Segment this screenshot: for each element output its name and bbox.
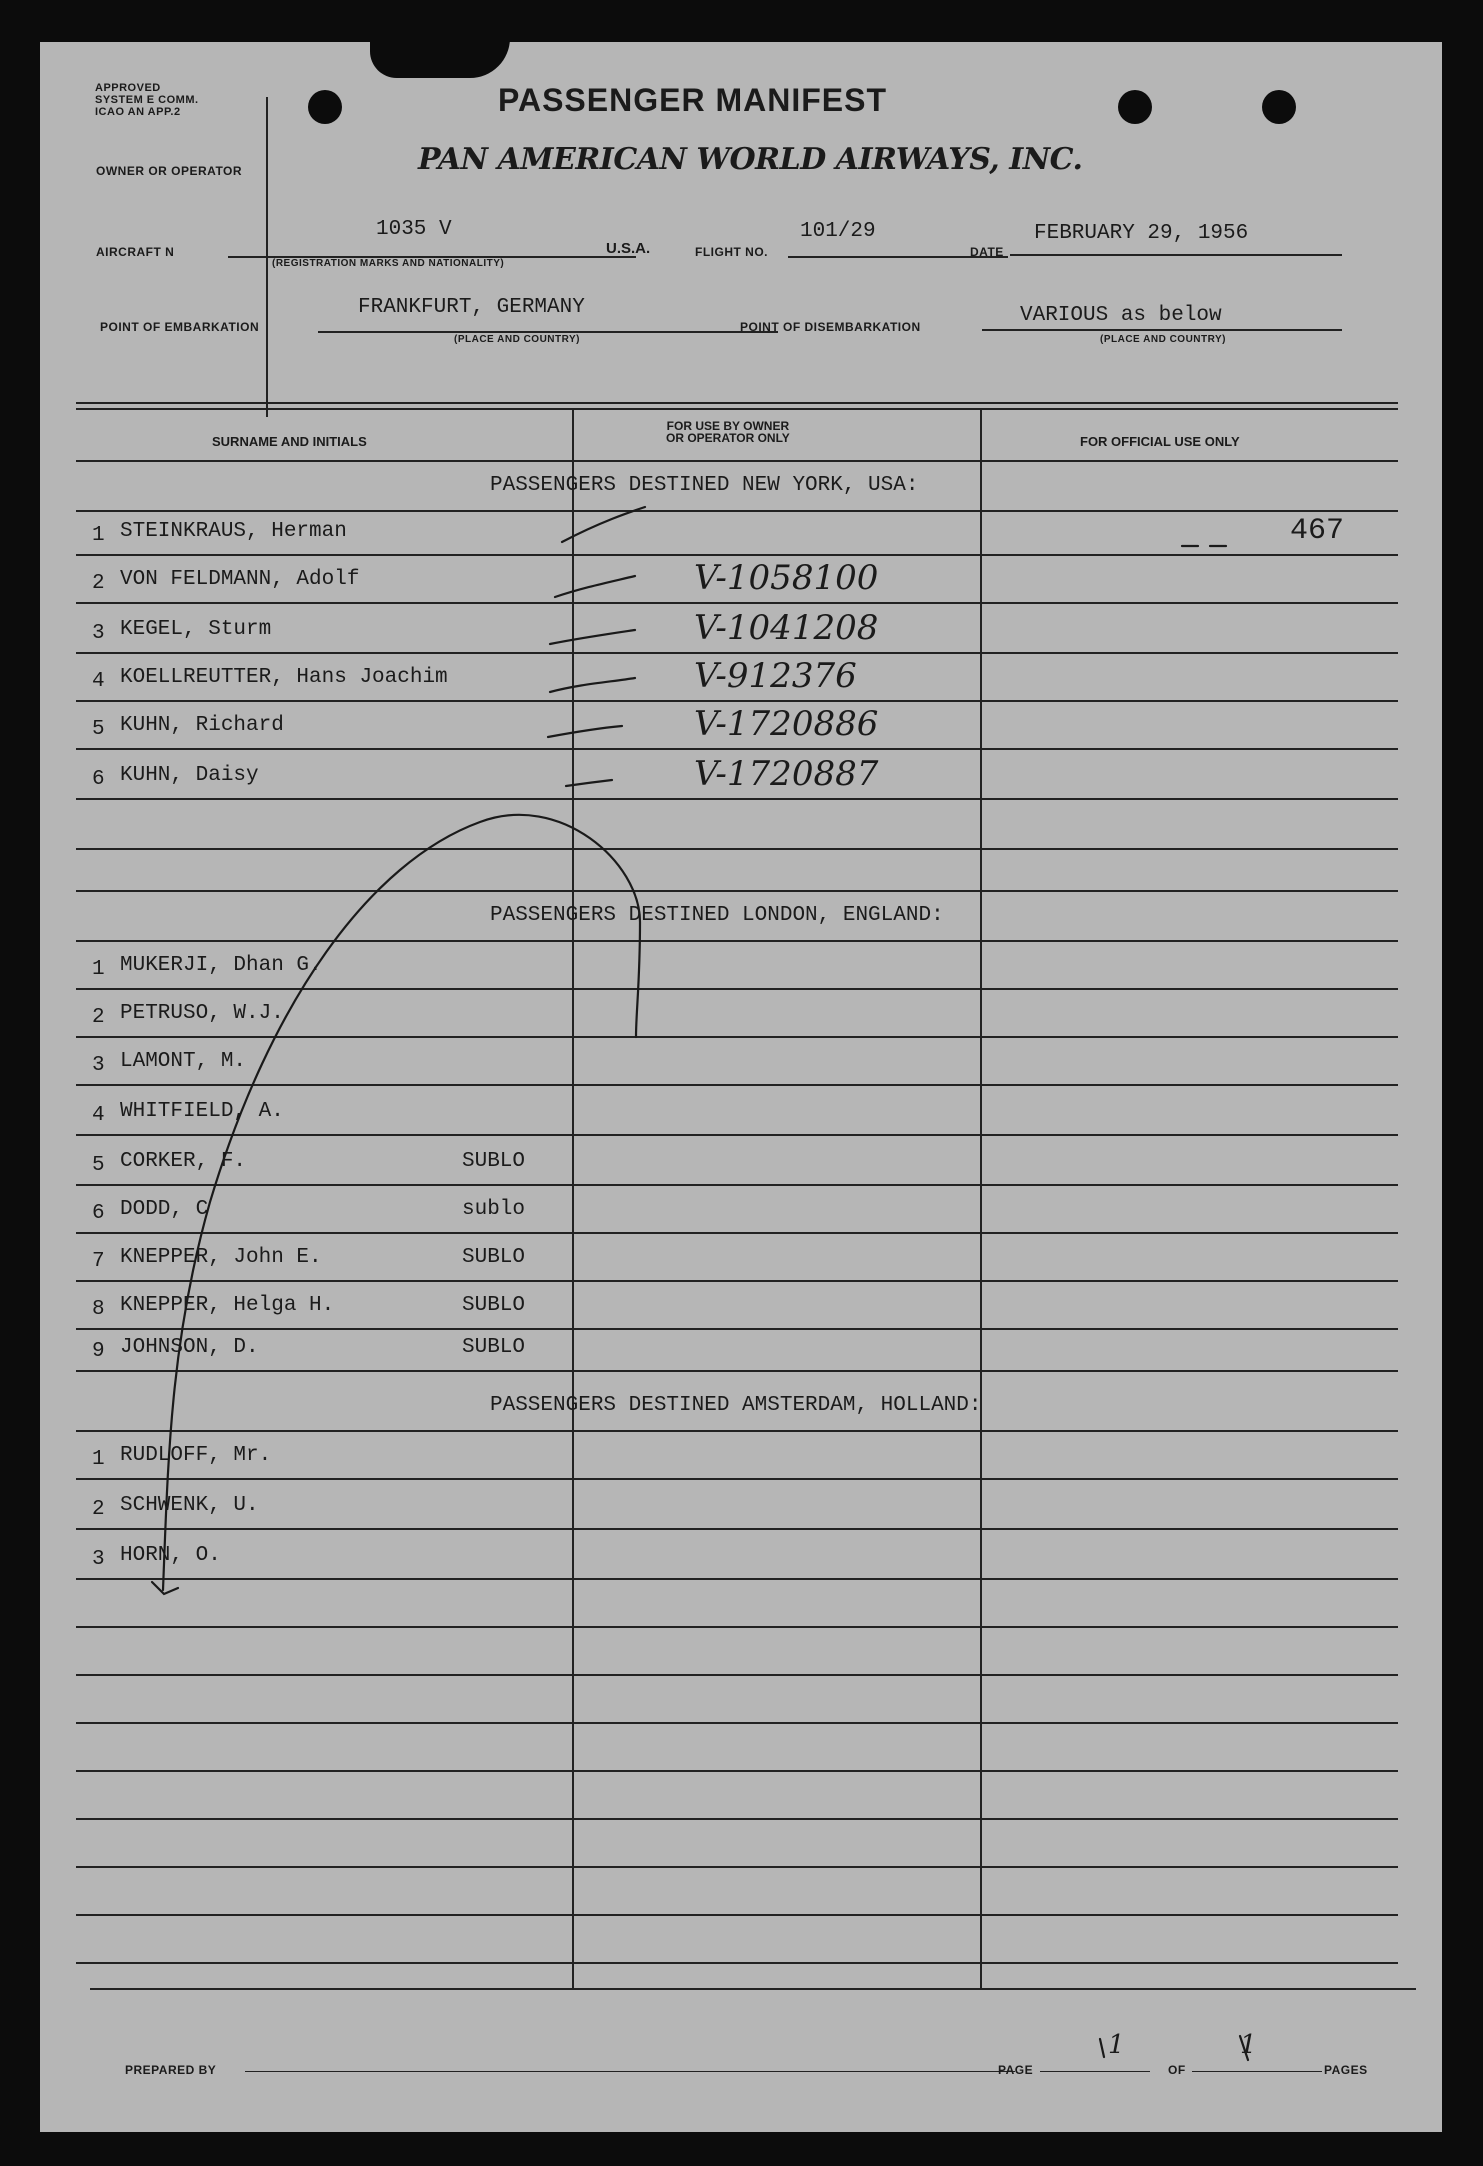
passenger-number: 1 <box>92 524 105 547</box>
page-total: 1 <box>1240 2030 1257 2060</box>
page-title: PASSENGER MANIFEST <box>498 82 887 118</box>
passenger-number: 2 <box>92 572 105 595</box>
visa-number: V-1041208 <box>694 608 879 648</box>
passenger-number: 2 <box>92 1498 105 1521</box>
place-caption: (PLACE AND COUNTRY) <box>1100 334 1226 345</box>
passenger-name: KUHN, Richard <box>120 714 284 737</box>
official-number: 467 <box>1290 514 1345 548</box>
passenger-number: 4 <box>92 670 105 693</box>
visa-number: V-1058100 <box>694 558 879 598</box>
disembark-value: VARIOUS as below <box>1020 304 1222 327</box>
column-official-header: FOR OFFICIAL USE ONLY <box>1080 434 1240 449</box>
registration-caption: (REGISTRATION MARKS AND NATIONALITY) <box>272 258 505 269</box>
aircraft-value: 1035 V <box>376 218 452 241</box>
aircraft-label: AIRCRAFT N <box>96 245 175 259</box>
passenger-name: KEGEL, Sturm <box>120 618 272 641</box>
passenger-name: HORN, O. <box>120 1544 221 1567</box>
approval-line-1: APPROVED <box>95 82 161 94</box>
passenger-number: 2 <box>92 1006 105 1029</box>
passenger-name: PETRUSO, W.J. <box>120 1002 284 1025</box>
pages-label: PAGES <box>1324 2063 1368 2077</box>
passenger-number: 7 <box>92 1250 105 1273</box>
passenger-number: 4 <box>92 1104 105 1127</box>
manifest-page <box>40 42 1442 2132</box>
passenger-name: CORKER, F. <box>120 1150 247 1173</box>
handwritten-marks <box>40 42 1442 2132</box>
owner-label: OWNER OR OPERATOR <box>96 164 243 178</box>
embark-value: FRANKFURT, GERMANY <box>358 296 585 319</box>
passenger-name: MUKERJI, Dhan G. <box>120 954 322 977</box>
passenger-name: DODD, C <box>120 1198 209 1221</box>
usa-label: U.S.A. <box>606 240 651 257</box>
passenger-number: 5 <box>92 1154 105 1177</box>
column-surname-header: SURNAME AND INITIALS <box>212 434 367 449</box>
passenger-name: KOELLREUTTER, Hans Joachim <box>120 666 448 689</box>
place-caption: (PLACE AND COUNTRY) <box>454 334 580 345</box>
of-label: OF <box>1168 2063 1186 2077</box>
date-value: FEBRUARY 29, 1956 <box>1034 222 1249 245</box>
passenger-number: 6 <box>92 1202 105 1225</box>
passenger-name: WHITFIELD, A. <box>120 1100 284 1123</box>
passenger-number: 1 <box>92 1448 105 1471</box>
passenger-name: SCHWENK, U. <box>120 1494 259 1517</box>
visa-number: V-1720887 <box>694 754 879 794</box>
embark-label: POINT OF EMBARKATION <box>100 320 260 334</box>
passenger-name: JOHNSON, D. <box>120 1336 259 1359</box>
passenger-name: KNEPPER, John E. <box>120 1246 322 1269</box>
column-owner-header: FOR USE BY OWNER OR OPERATOR ONLY <box>666 419 790 445</box>
passenger-note: SUBLO <box>462 1294 526 1317</box>
passenger-number: 6 <box>92 768 105 791</box>
passenger-name: LAMONT, M. <box>120 1050 247 1073</box>
passenger-number: 1 <box>92 958 105 981</box>
prepared-underline <box>245 2071 1015 2072</box>
passenger-note: sublo <box>462 1198 526 1221</box>
passenger-name: KNEPPER, Helga H. <box>120 1294 335 1317</box>
page-number: 1 <box>1108 2030 1125 2060</box>
passenger-number: 9 <box>92 1340 105 1363</box>
passenger-name: KUHN, Daisy <box>120 764 259 787</box>
disembark-label: POINT OF DISEMBARKATION <box>740 320 921 334</box>
company-name: PAN AMERICAN WORLD AIRWAYS, INC. <box>418 142 1083 177</box>
passenger-number: 8 <box>92 1298 105 1321</box>
date-label: DATE <box>970 245 1004 259</box>
section-heading: PASSENGERS DESTINED NEW YORK, USA: <box>490 474 919 497</box>
passenger-note: SUBLO <box>462 1246 526 1269</box>
page-label: PAGE <box>998 2063 1034 2077</box>
flight-label: FLIGHT NO. <box>695 245 768 259</box>
prepared-by-label: PREPARED BY <box>125 2063 217 2077</box>
passenger-number: 3 <box>92 1054 105 1077</box>
passenger-name: VON FELDMANN, Adolf <box>120 568 360 591</box>
passenger-number: 3 <box>92 622 105 645</box>
passenger-note: SUBLO <box>462 1150 526 1173</box>
visa-number: V-1720886 <box>694 704 879 744</box>
approval-line-3: ICAO AN APP.2 <box>95 106 181 118</box>
section-heading: PASSENGERS DESTINED LONDON, ENGLAND: <box>490 904 944 927</box>
passenger-number: 3 <box>92 1548 105 1571</box>
page-underline <box>1040 2071 1150 2072</box>
flight-value: 101/29 <box>800 220 876 243</box>
approval-line-2: SYSTEM E COMM. <box>95 94 199 106</box>
pages-underline <box>1192 2071 1322 2072</box>
passenger-note: SUBLO <box>462 1336 526 1359</box>
passenger-name: STEINKRAUS, Herman <box>120 520 347 543</box>
visa-number: V-912376 <box>694 656 857 696</box>
passenger-name: RUDLOFF, Mr. <box>120 1444 272 1467</box>
section-heading: PASSENGERS DESTINED AMSTERDAM, HOLLAND: <box>490 1394 982 1417</box>
passenger-number: 5 <box>92 718 105 741</box>
